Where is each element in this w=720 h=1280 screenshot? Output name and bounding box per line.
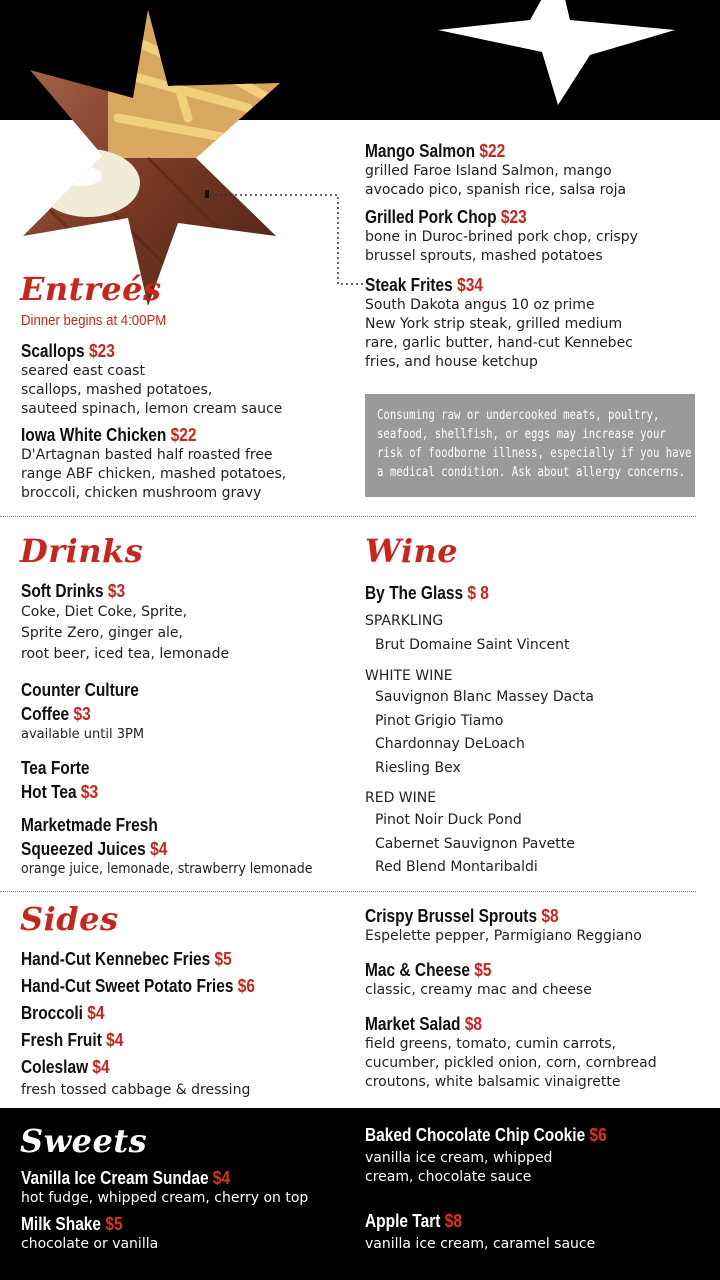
item-price: $4 [212,1168,231,1188]
item-name: Marketmade Fresh [21,815,158,835]
item-name: Baked Chocolate Chip Cookie [365,1125,586,1145]
menu-item-juices [21,814,351,879]
section-divider [0,891,696,892]
item-name: Hand-Cut Sweet Potato Fries [21,976,234,996]
wine-by-glass [365,582,489,604]
item-desc: scallops, mashed potatoes, [21,382,213,398]
wine-item: Cabernet Sauvignon Pavette [375,835,575,852]
side-item [21,973,305,1000]
item-desc: grilled Faroe Island Salmon, mango [365,163,612,179]
item-desc: root beer, iced tea, lemonade [21,646,230,662]
item-price: $23 [500,207,527,227]
dotted-connector [205,190,375,290]
item-desc: sauteed spinach, lemon cream sauce [21,401,283,417]
menu-item-coffee [21,679,341,744]
item-price: $3 [107,581,126,601]
item-desc: fries, and house ketchup [365,354,538,370]
item-name: Scallops [21,341,85,361]
item-desc: croutons, white balsamic vinaigrette [365,1074,621,1090]
white-star-icon [430,0,690,110]
item-name: Steak Frites [365,275,453,295]
item-desc: avocado pico, spanish rice, salsa roja [365,182,627,198]
item-name: Grilled Pork Chop [365,207,497,227]
item-desc: vanilla ice cream, caramel sauce [365,1236,596,1252]
item-name: Coleslaw [21,1057,89,1077]
menu-item-iowa-chicken [21,424,351,503]
item-price: $ 8 [467,583,489,603]
item-name: Soft Drinks [21,581,104,601]
item-name: Vanilla Ice Cream Sundae [21,1168,209,1188]
wine-group-sparkling [365,634,569,658]
wine-item: Chardonnay DeLoach [375,736,525,752]
notice-line: seafood, shellfish, or eggs may increase your [377,427,666,442]
item-name: Iowa White Chicken [21,425,167,445]
sides-list-left [21,946,351,1100]
menu-item-scallops [21,340,341,419]
item-name: Hand-Cut Kennebec Fries [21,949,211,969]
wine-item: Riesling Bex [375,759,461,776]
item-name: Market Salad [365,1014,461,1034]
item-name: By The Glass [365,583,464,603]
wine-item: Pinot Noir Duck Pond [375,812,522,828]
item-desc: New York strip steak, grilled medium [365,316,623,332]
wine-item: Brut Domaine Saint Vincent [375,637,570,653]
sides-title: Sides [20,900,119,938]
menu-item-mac-cheese [365,959,705,1000]
menu-item-mango-salmon [365,140,705,200]
section-divider [0,516,696,517]
item-price: $3 [73,704,91,724]
item-desc: range ABF chicken, mashed potatoes, [21,466,287,482]
entrees-title: Entreés [20,270,162,308]
item-price: $4 [150,839,168,859]
wine-group-label: SPARKLING [365,613,444,629]
item-price: $22 [170,425,197,445]
item-desc: D'Artagnan basted half roasted free [21,447,273,463]
item-price: $4 [87,1003,105,1023]
item-price: $5 [474,960,492,980]
wine-item: Sauvignon Blanc Massey Dacta [375,689,594,705]
item-desc: seared east coast [21,363,145,379]
item-name: Milk Shake [21,1214,102,1234]
menu-item-milk-shake [21,1213,351,1254]
notice-line: Consuming raw or undercooked meats, poultry, [377,408,660,423]
item-desc: rare, garlic butter, hand-cut Kennebec [365,335,633,351]
item-desc: classic, creamy mac and cheese [365,982,592,998]
item-desc: available until 3PM [21,727,145,742]
item-price: $5 [105,1214,123,1234]
item-price: $22 [479,141,506,161]
item-name: Counter Culture [21,680,139,700]
sweets-band [0,1108,720,1280]
menu-item-pork-chop [365,206,705,266]
dinner-hours: Dinner begins at 4:00PM [21,312,167,329]
wine-group-label: RED WINE [365,790,437,806]
item-price: $6 [589,1125,607,1145]
item-price: $6 [237,976,255,996]
item-desc: brussel sprouts, mashed potatoes [365,248,603,264]
menu-item-steak-frites [365,274,705,372]
notice-line: a medical condition. Ask about allergy concerns. [377,465,686,480]
item-price: $8 [444,1211,462,1231]
wine-group-label: WHITE WINE [365,668,453,684]
item-name: Fresh Fruit [21,1030,102,1050]
side-item [21,1000,305,1027]
item-price: $8 [464,1014,483,1034]
item-name: Hot Tea [21,782,77,802]
item-desc: fresh tossed cabbage & dressing [21,1082,251,1098]
item-price: $3 [80,782,99,802]
side-item [21,946,305,973]
item-desc: bone in Duroc-brined pork chop, crispy [365,229,638,245]
menu-item-market-salad [365,1013,705,1092]
wine-title: Wine [365,532,459,570]
item-name: Apple Tart [365,1211,441,1231]
item-name: Coffee [21,704,70,724]
item-name: Broccoli [21,1003,83,1023]
item-desc: Coke, Diet Coke, Sprite, [21,604,188,620]
item-desc: vanilla ice cream, whipped [365,1150,553,1166]
side-item [21,1054,305,1081]
item-name: Tea Forte [21,758,90,778]
wine-item: Pinot Grigio Tiamo [375,712,504,729]
item-price: $4 [92,1057,110,1077]
item-desc: South Dakota angus 10 oz prime [365,297,595,313]
menu-item-sundae [21,1167,351,1208]
menu-item-hot-tea [21,757,341,803]
menu-item-cookie [365,1124,705,1187]
item-price: $23 [88,341,115,361]
menu-item-soft-drinks [21,580,341,665]
item-desc: Sprite Zero, ginger ale, [21,625,183,641]
drinks-title: Drinks [20,532,144,570]
sweets-title: Sweets [20,1122,148,1160]
item-desc: chocolate or vanilla [21,1236,159,1252]
item-desc: orange juice, lemonade, strawberry lemonade [21,861,313,877]
menu-item-brussel-sprouts [365,905,705,946]
notice-line: risk of foodborne illness, especially if you have [377,446,692,461]
side-item [21,1027,305,1054]
menu-item-apple-tart [365,1210,705,1254]
item-desc: field greens, tomato, cumin carrots, [365,1036,616,1052]
item-desc: broccoli, chicken mushroom gravy [21,485,262,501]
allergy-notice [365,394,695,497]
item-name: Crispy Brussel Sprouts [365,906,538,926]
item-desc: hot fudge, whipped cream, cherry on top [21,1190,309,1206]
wine-group-red [365,809,575,880]
item-name: Mac & Cheese [365,960,470,980]
item-price: $5 [214,949,232,969]
item-price: $8 [541,906,559,926]
item-price: $34 [457,275,483,295]
item-desc: Espelette pepper, Parmigiano Reggiano [365,928,642,944]
item-name: Mango Salmon [365,141,476,161]
item-desc: cucumber, pickled onion, corn, cornbread [365,1055,657,1071]
item-desc: cream, chocolate sauce [365,1169,532,1185]
item-name: Squeezed Juices [21,839,146,859]
item-price: $4 [106,1030,124,1050]
wine-group-white [365,686,594,780]
wine-item: Red Blend Montaribaldi [375,859,538,875]
